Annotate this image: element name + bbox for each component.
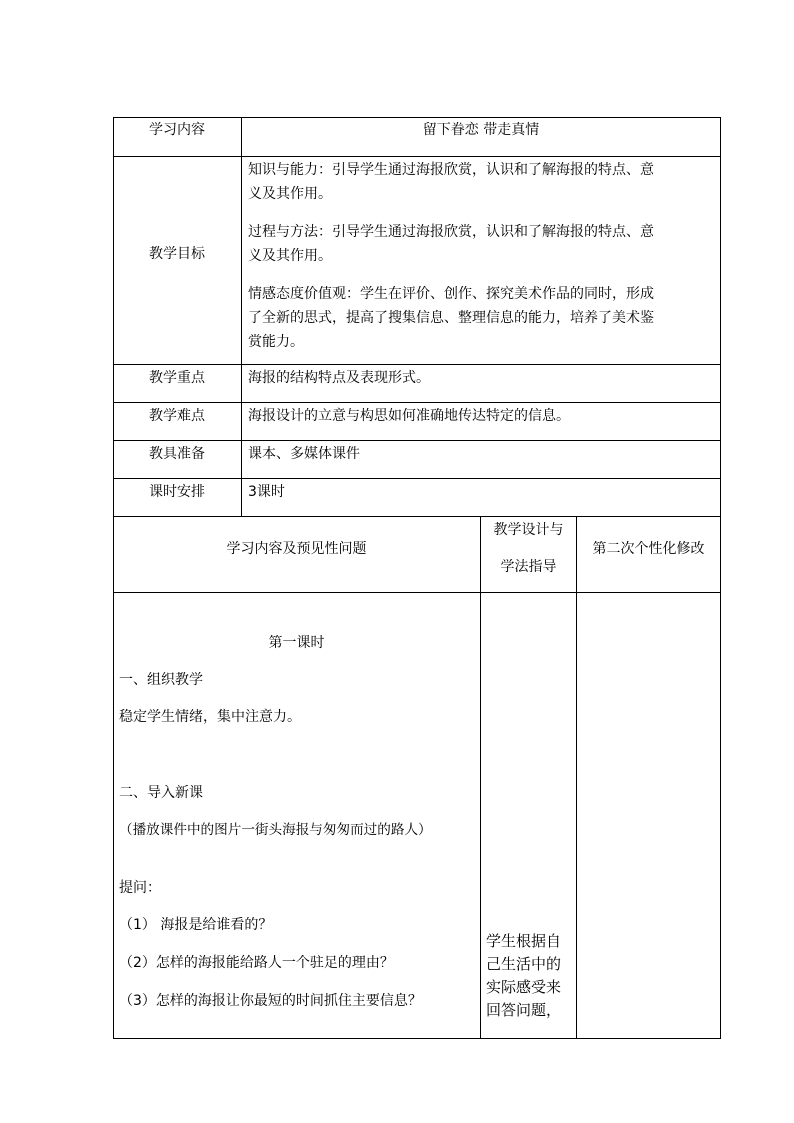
- difficulties-label: 教学难点: [149, 408, 205, 424]
- label-column-divider: [241, 117, 242, 517]
- row-divider: [113, 156, 721, 157]
- difficulties-value: 海报设计的立意与构思如何准确地传达特定的信息。: [248, 408, 570, 424]
- materials-value: 课本、多媒体课件: [248, 446, 360, 462]
- guidance-line: 己生活中的: [486, 955, 562, 973]
- objectives-line: 赏能力。: [248, 334, 304, 350]
- design-column-header-line2: 学法指导: [500, 559, 557, 575]
- objectives-line: 了全新的思式，提高了搜集信息、整理信息的能力，培养了美术鉴: [248, 310, 654, 326]
- question-item: （3）怎样的海报让你最短的时间抓住主要信息？: [119, 993, 422, 1009]
- key-points-label: 教学重点: [149, 370, 205, 386]
- section2-text: （播放课件中的图片一街头海报与匆匆而过的路人）: [119, 822, 432, 838]
- schedule-label: 课时安排: [149, 484, 205, 500]
- table-border-bottom: [113, 1038, 721, 1039]
- row-divider: [113, 364, 721, 365]
- row-divider: [113, 478, 721, 479]
- design-column-divider: [480, 516, 481, 1039]
- section2-title: 二、导入新课: [119, 785, 203, 801]
- objectives-line: 义及其作用。: [248, 186, 332, 202]
- table-border-top: [113, 117, 721, 118]
- content-column-header: 学习内容及预见性问题: [226, 541, 367, 557]
- section1-text: 稳定学生情绪，集中注意力。: [119, 709, 301, 725]
- row-divider: [113, 440, 721, 441]
- section1-title: 一、组织教学: [119, 672, 203, 688]
- objectives-line: 知识与能力：引导学生通过海报欣赏，认识和了解海报的特点、意: [248, 162, 654, 178]
- guidance-line: 实际感受来: [486, 978, 562, 996]
- question-item: （2）怎样的海报能给路人一个驻足的理由？: [119, 955, 394, 971]
- objectives-line: 义及其作用。: [248, 248, 332, 264]
- row-divider: [113, 592, 721, 593]
- guidance-line: 回答问题，: [486, 1001, 562, 1019]
- row-divider: [113, 402, 721, 403]
- table-border-right: [720, 117, 721, 1039]
- objectives-line: 过程与方法：引导学生通过海报欣赏，认识和了解海报的特点、意: [248, 224, 654, 240]
- topic-value: 留下眷恋 带走真情: [422, 122, 540, 138]
- revision-column-divider: [576, 516, 577, 1039]
- question-title: 提问：: [119, 880, 161, 896]
- design-column-header-line1: 教学设计与: [493, 522, 564, 538]
- lesson-title: 第一课时: [268, 635, 325, 651]
- question-item: （1） 海报是给谁看的？: [119, 917, 273, 933]
- guidance-line: 学生根据自: [486, 932, 562, 950]
- objectives-label: 教学目标: [149, 246, 205, 262]
- row-divider: [113, 516, 721, 517]
- objectives-line: 情感态度价值观：学生在评价、创作、探究美术作品的同时，形成: [248, 286, 654, 302]
- key-points-value: 海报的结构特点及表现形式。: [248, 370, 430, 386]
- schedule-value: 3课时: [248, 484, 285, 500]
- materials-label: 教具准备: [149, 446, 205, 462]
- revision-column-header: 第二次个性化修改: [592, 541, 705, 557]
- topic-label: 学习内容: [149, 122, 205, 138]
